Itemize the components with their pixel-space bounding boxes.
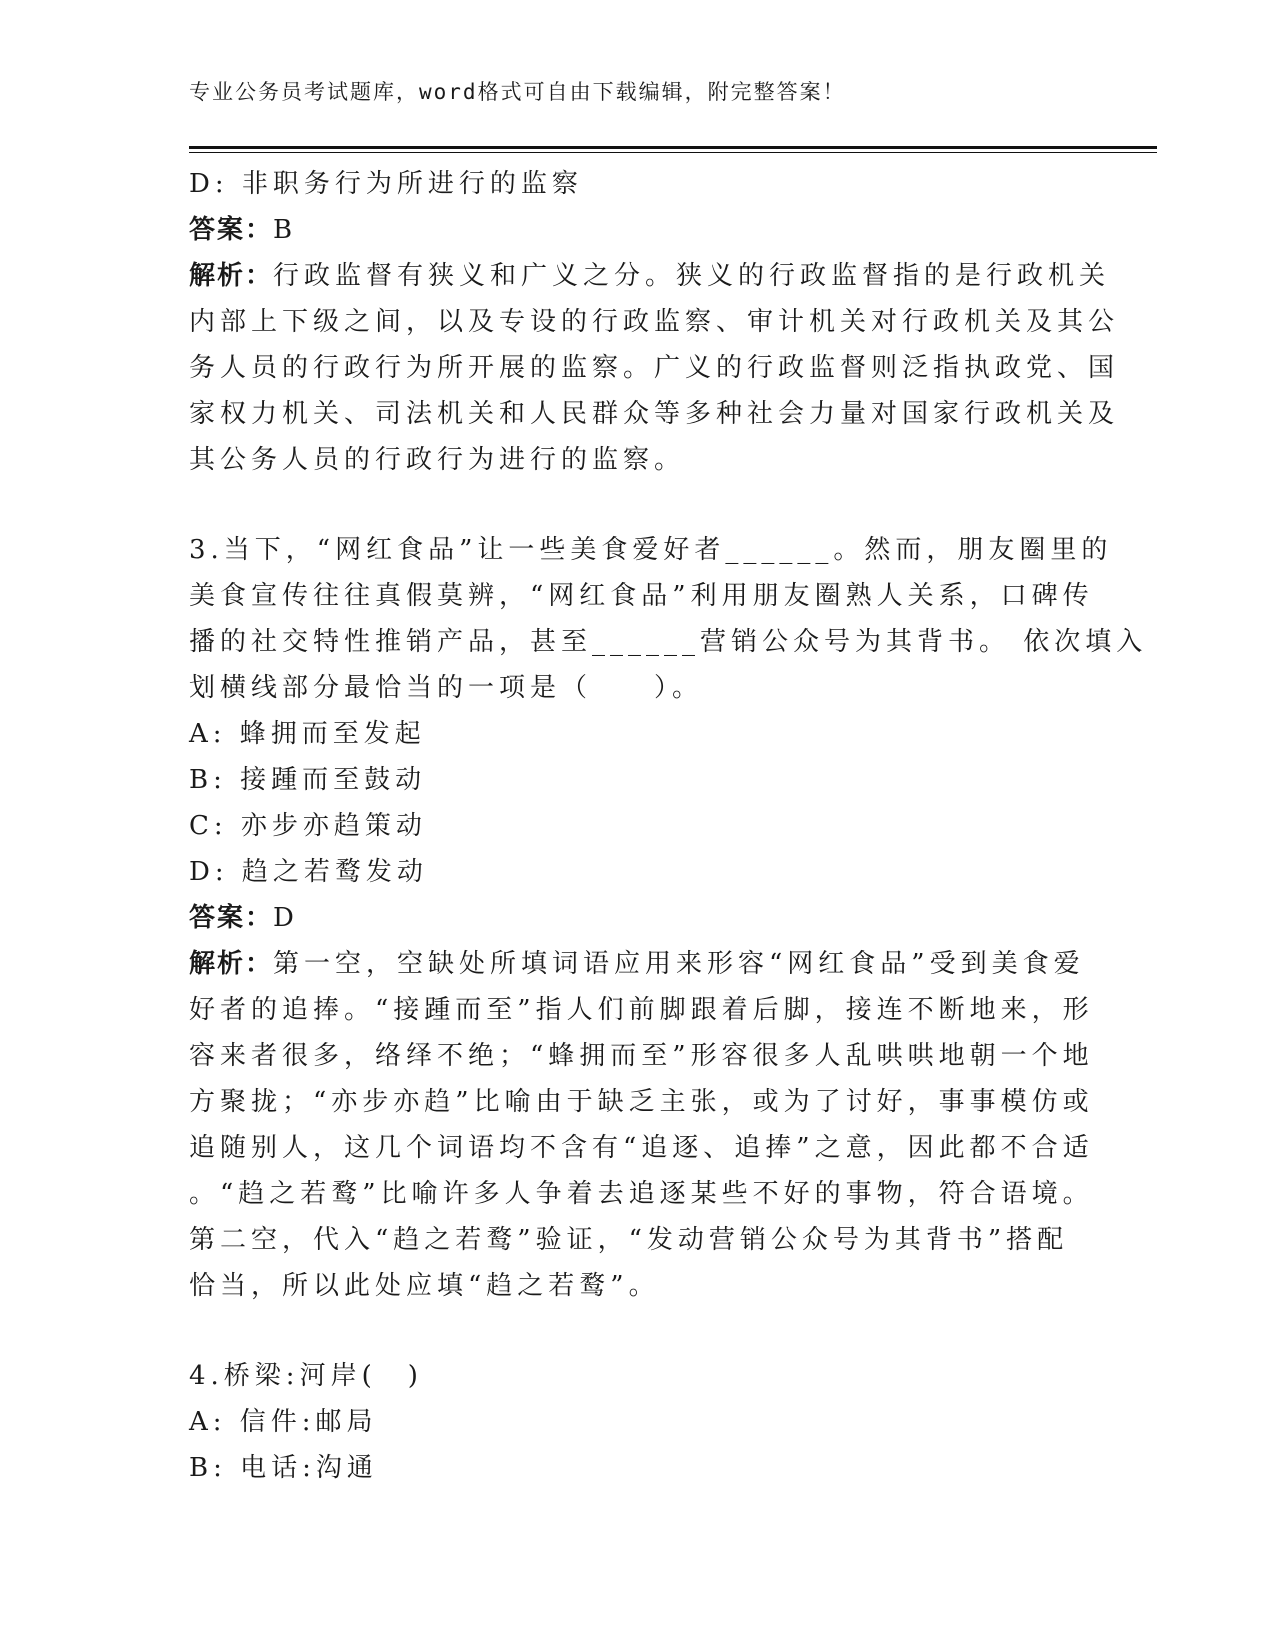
- analysis-line: 方聚拢；“亦步亦趋”比喻由于缺乏主张，或为了讨好，事事模仿或: [189, 1087, 1094, 1117]
- q4-option-b: B: 电话:沟通: [189, 1453, 378, 1483]
- analysis-label: 解析：: [189, 949, 274, 979]
- q3-option-a: A: 蜂拥而至发起: [189, 719, 426, 749]
- main-content: [189, 161, 1148, 1491]
- q4-stem: 4.桥梁:河岸( ): [189, 1361, 423, 1391]
- analysis-line: 容来者很多，络绎不绝；“蜂拥而至”形容很多人乱哄哄地朝一个地: [189, 1041, 1094, 1071]
- analysis-line: 解析：第一空，空缺处所填词语应用来形容“网红食品”受到美食爱: [189, 949, 1085, 979]
- q3-answer: [189, 895, 1089, 941]
- prev-option-d: D: 非职务行为所进行的监察: [189, 169, 583, 199]
- stem-line: 3.当下，“网红食品”让一些美食爱好者______。然而，朋友圈里的: [189, 535, 1113, 565]
- prev-answer: [189, 207, 1089, 253]
- header-rule-thick: [189, 146, 1157, 149]
- analysis-line: 恰当，所以此处应填“趋之若鹜”。: [189, 1271, 660, 1301]
- spacer: [189, 1309, 1089, 1353]
- answer-value: B: [273, 215, 298, 245]
- q4-option-a: A: 信件:邮局: [189, 1407, 378, 1437]
- header-rule-thin: [189, 152, 1157, 153]
- answer-label: 答案：: [189, 215, 274, 245]
- answer-label: 答案：: [189, 903, 274, 933]
- analysis-line: 其公务人员的行政行为进行的监察。: [189, 445, 686, 475]
- analysis-line: 务人员的行政行为所开展的监察。广义的行政监督则泛指执政党、国: [189, 353, 1120, 383]
- analysis-line: 第二空，代入“趋之若鹜”验证，“发动营销公众号为其背书”搭配: [189, 1225, 1069, 1255]
- analysis-line: 内部上下级之间，以及专设的行政监察、审计机关对行政机关及其公: [189, 307, 1120, 337]
- analysis-label: 解析：: [189, 261, 274, 291]
- page-header: 专业公务员考试题库，word格式可自由下载编辑，附完整答案！: [189, 80, 846, 104]
- stem-line: 播的社交特性推销产品，甚至______营销公众号为其背书。 依次填入: [189, 627, 1148, 657]
- analysis-line: 家权力机关、司法机关和人民群众等多种社会力量对国家行政机关及: [189, 399, 1120, 429]
- q3-option-d: D: 趋之若鹜发动: [189, 857, 428, 887]
- stem-line: 美食宣传往往真假莫辨，“网红食品”利用朋友圈熟人关系，口碑传: [189, 581, 1094, 611]
- spacer: [189, 483, 1089, 527]
- q3-option-c: C: 亦步亦趋策动: [189, 811, 427, 841]
- prev-analysis: [189, 253, 1120, 483]
- analysis-line: 追随别人，这几个词语均不含有“追逐、追捧”之意，因此都不合适: [189, 1133, 1094, 1163]
- q3-analysis: [189, 941, 1094, 1309]
- answer-value: D: [273, 903, 299, 933]
- analysis-line: 好者的追捧。“接踵而至”指人们前脚跟着后脚，接连不断地来，形: [189, 995, 1094, 1025]
- q3-option-b: B: 接踵而至鼓动: [189, 765, 427, 795]
- analysis-line: 解析：行政监督有狭义和广义之分。狭义的行政监督指的是行政机关: [189, 261, 1111, 291]
- analysis-line: 。“趋之若鹜”比喻许多人争着去追逐某些不好的事物，符合语境。: [189, 1179, 1094, 1209]
- q3-stem: [189, 527, 1148, 711]
- stem-line: 划横线部分最恰当的一项是（ ）。: [189, 673, 704, 703]
